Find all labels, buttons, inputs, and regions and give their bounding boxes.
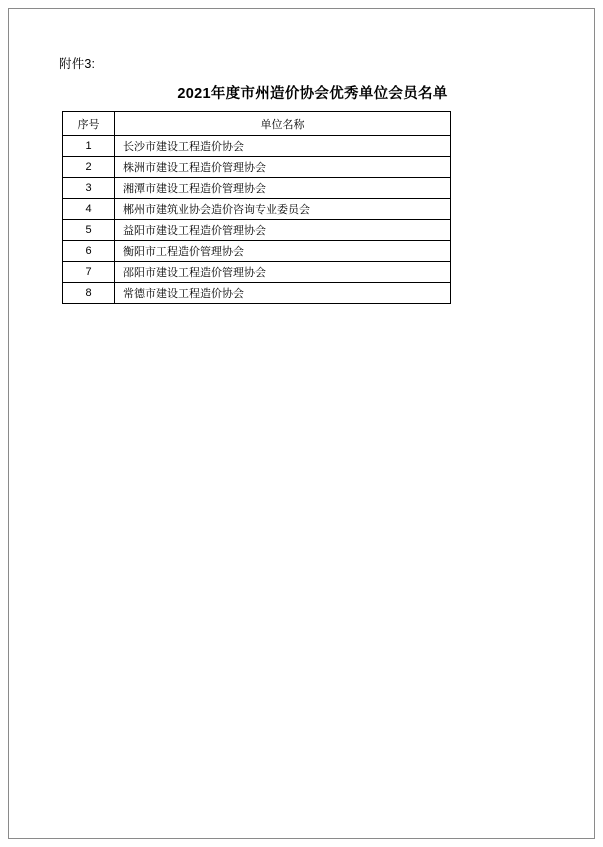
cell-no: 6 [63, 241, 115, 262]
cell-name: 常德市建设工程造价协会 [115, 283, 451, 304]
cell-no: 4 [63, 199, 115, 220]
member-list-table [62, 111, 451, 304]
table-row [63, 283, 451, 304]
column-header-no: 序号 [63, 112, 115, 136]
attachment-label: 附件3: [59, 57, 96, 71]
cell-name: 衡阳市工程造价管理协会 [115, 241, 451, 262]
page-border [8, 8, 595, 839]
table-header-row [63, 112, 451, 136]
table-row [63, 157, 451, 178]
cell-name: 郴州市建筑业协会造价咨询专业委员会 [115, 199, 451, 220]
cell-no: 3 [63, 178, 115, 199]
cell-name: 湘潭市建设工程造价管理协会 [115, 178, 451, 199]
table-row [63, 241, 451, 262]
cell-no: 7 [63, 262, 115, 283]
cell-no: 5 [63, 220, 115, 241]
cell-name: 株洲市建设工程造价管理协会 [115, 157, 451, 178]
column-header-name: 单位名称 [115, 112, 451, 136]
table-header [63, 112, 451, 136]
cell-name: 益阳市建设工程造价管理协会 [115, 220, 451, 241]
document-content [9, 9, 594, 838]
table-row [63, 178, 451, 199]
cell-no: 8 [63, 283, 115, 304]
cell-no: 1 [63, 136, 115, 157]
page-title: 2021年度市州造价协会优秀单位会员名单 [177, 86, 448, 102]
table-row [63, 136, 451, 157]
table-body [63, 136, 451, 304]
table-row [63, 199, 451, 220]
table-row [63, 220, 451, 241]
cell-name: 邵阳市建设工程造价管理协会 [115, 262, 451, 283]
cell-name: 长沙市建设工程造价协会 [115, 136, 451, 157]
cell-no: 2 [63, 157, 115, 178]
table-row [63, 262, 451, 283]
